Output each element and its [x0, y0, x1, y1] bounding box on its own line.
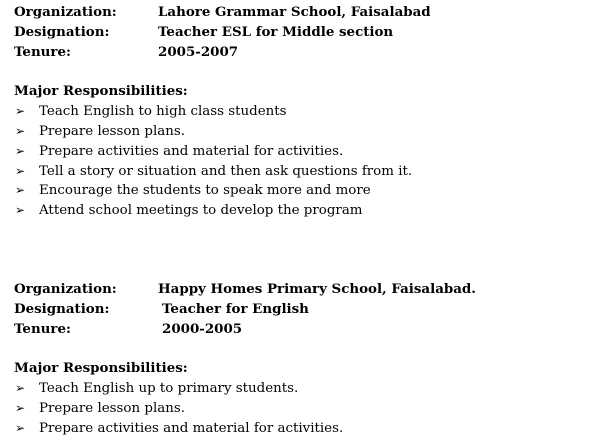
resume-page [14, 3, 607, 439]
designation-label: Designation: [14, 23, 110, 40]
tenure-label: Tenure: [14, 43, 71, 60]
designation-value: Teacher ESL for Middle section [158, 23, 394, 40]
designation-row [14, 23, 607, 43]
organization-label: Organization: [14, 4, 117, 20]
organization-value: Happy Homes Primary School, Faisalabad. [158, 280, 476, 297]
list-item [14, 102, 607, 122]
organization-row [14, 280, 607, 300]
arrow-bullet-icon: ➢ [15, 123, 26, 138]
list-item-text: Prepare activities and material for activities. [39, 143, 344, 159]
list-item-text: Tell a story or situation and then ask questions from it. [39, 163, 413, 179]
tenure-value: 2005-2007 [158, 43, 239, 60]
responsibilities-heading: Major Responsibilities: [14, 83, 188, 100]
arrow-bullet-icon: ➢ [15, 183, 26, 198]
organization-label: Organization: [14, 280, 117, 297]
arrow-bullet-icon: ➢ [15, 104, 26, 119]
responsibilities-heading: Major Responsibilities: [14, 360, 188, 377]
list-item [14, 201, 607, 221]
list-item [14, 379, 607, 399]
list-item-text: Prepare lesson plans. [39, 400, 185, 416]
designation-row [14, 300, 607, 320]
list-item [14, 122, 607, 142]
list-item [14, 142, 607, 162]
arrow-bullet-icon: ➢ [15, 143, 26, 158]
organization-row [14, 3, 607, 23]
job-entry-lahore-grammar [14, 3, 607, 221]
list-item [14, 162, 607, 182]
job-entry-happy-homes [14, 280, 607, 439]
list-item-text: Attend school meetings to develop the program [39, 203, 363, 219]
tenure-label: Tenure: [14, 320, 71, 337]
list-item [14, 399, 607, 419]
list-item [14, 419, 607, 439]
responsibilities-list [14, 102, 607, 221]
list-item-text: Teach English to high class students [39, 104, 287, 120]
list-item-text: Encourage the students to speak more and more [39, 183, 371, 199]
list-item [14, 181, 607, 201]
designation-label: Designation: [14, 300, 110, 317]
designation-value: Teacher for English [162, 300, 309, 317]
tenure-value: 2000-2005 [162, 320, 243, 337]
list-item-text: Teach English up to primary students. [39, 381, 299, 397]
responsibilities-list [14, 379, 607, 438]
list-item-text: Prepare lesson plans. [39, 123, 185, 139]
arrow-bullet-icon: ➢ [15, 381, 26, 396]
arrow-bullet-icon: ➢ [15, 203, 26, 218]
organization-value: Lahore Grammar School, Faisalabad [158, 4, 431, 20]
arrow-bullet-icon: ➢ [15, 420, 26, 435]
tenure-row [14, 320, 607, 340]
tenure-row [14, 43, 607, 63]
arrow-bullet-icon: ➢ [15, 163, 26, 178]
arrow-bullet-icon: ➢ [15, 400, 26, 415]
list-item-text: Prepare activities and material for activities. [39, 420, 344, 436]
